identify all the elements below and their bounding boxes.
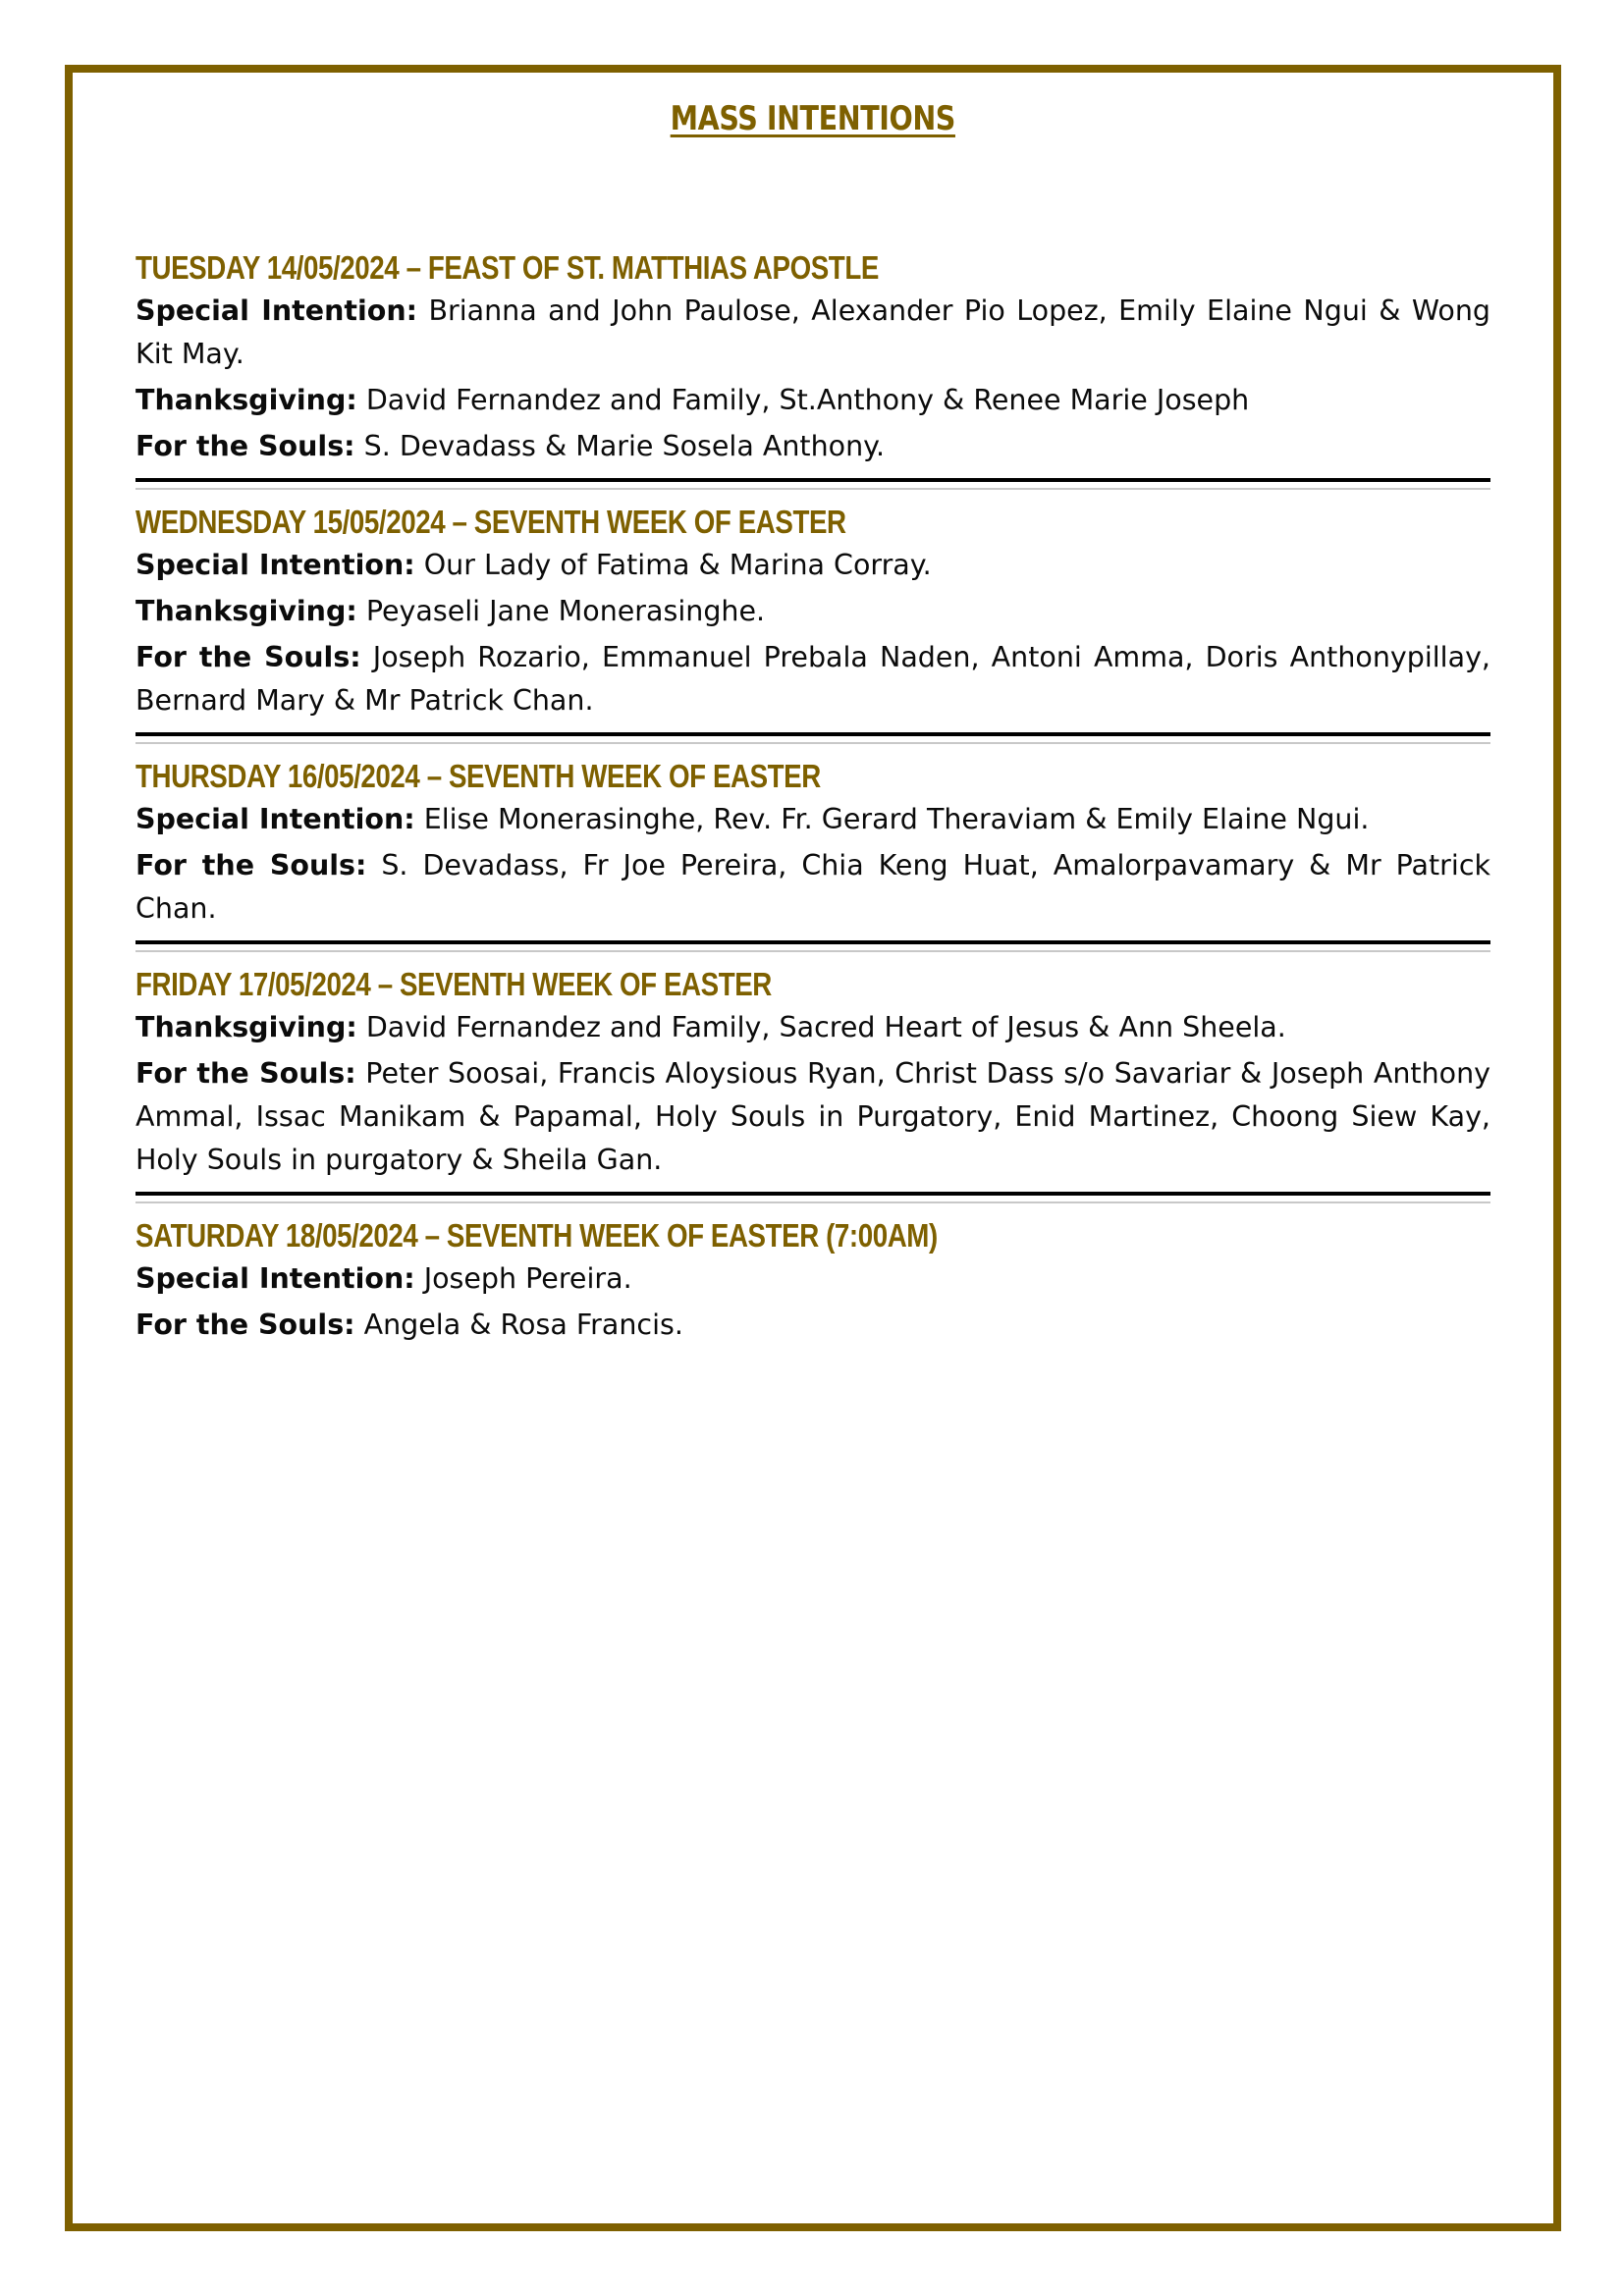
document-content [73, 73, 1553, 1347]
intention-label: For the Souls: [135, 430, 355, 462]
intention-entry [135, 798, 1490, 841]
intention-label: Special Intention: [135, 1262, 415, 1295]
intention-entry [135, 379, 1490, 422]
intention-text: S. Devadass, Fr Joe Pereira, Chia Keng Huat, Amalorpavamary & Mr Patrick Chan. [135, 849, 1490, 925]
mass-intention-section [135, 504, 1490, 722]
intention-label: Special Intention: [135, 549, 415, 581]
intention-entry [135, 544, 1490, 587]
intention-text: Joseph Pereira. [414, 1262, 632, 1295]
section-heading [135, 966, 1490, 1003]
section-divider [135, 940, 1490, 952]
intention-text: David Fernandez and Family, St.Anthony & Renee Marie Joseph [356, 384, 1250, 416]
intention-entry [135, 1304, 1490, 1347]
page-title-text: MASS INTENTIONS [670, 99, 956, 138]
intention-text: Angela & Rosa Francis. [354, 1308, 683, 1341]
intention-text: S. Devadass & Marie Sosela Anthony. [354, 430, 886, 462]
intention-label: For the Souls: [135, 1308, 355, 1341]
section-heading-text: FRIDAY 17/05/2024 – SEVENTH WEEK OF EASTER [135, 966, 772, 1002]
intention-label: Special Intention: [135, 294, 418, 327]
intention-entry [135, 590, 1490, 633]
mass-intention-section [135, 249, 1490, 468]
intention-entry [135, 636, 1490, 722]
mass-intention-section [135, 758, 1490, 931]
intention-text: David Fernandez and Family, Sacred Heart of Jesus & Ann Sheela. [356, 1011, 1286, 1043]
intention-text: Our Lady of Fatima & Marina Corray. [414, 549, 932, 581]
section-heading-text: TUESDAY 14/05/2024 – FEAST OF ST. MATTHIAS APOSTLE [135, 249, 879, 286]
section-divider [135, 732, 1490, 744]
section-heading-text: WEDNESDAY 15/05/2024 – SEVENTH WEEK OF EASTER [135, 504, 846, 540]
section-heading [135, 504, 1490, 541]
intention-entry [135, 844, 1490, 931]
intention-text: Joseph Rozario, Emmanuel Prebala Naden, Antoni Amma, Doris Anthonypillay, Bernard Mary & Mr Patrick Chan. [135, 641, 1490, 717]
intention-label: For the Souls: [135, 849, 367, 881]
intention-entry [135, 425, 1490, 468]
intention-text: Peyaseli Jane Monerasinghe. [356, 595, 766, 627]
mass-intention-section [135, 966, 1490, 1182]
intention-label: For the Souls: [135, 641, 361, 673]
section-heading-text: THURSDAY 16/05/2024 – SEVENTH WEEK OF EASTER [135, 758, 821, 794]
section-heading [135, 758, 1490, 795]
intention-label: Thanksgiving: [135, 595, 357, 627]
section-divider [135, 1192, 1490, 1203]
intention-text: Elise Monerasinghe, Rev. Fr. Gerard Theraviam & Emily Elaine Ngui. [414, 803, 1370, 835]
intention-label: For the Souls: [135, 1057, 356, 1090]
intention-text: Brianna and John Paulose, Alexander Pio Lopez, Emily Elaine Ngui & Wong Kit May. [135, 294, 1490, 370]
intention-label: Thanksgiving: [135, 1011, 357, 1043]
sections-container [135, 249, 1490, 1347]
intention-text: Peter Soosai, Francis Aloysious Ryan, Christ Dass s/o Savariar & Joseph Anthony Ammal, Issac Manikam & Papamal, Holy Souls in Purgatory, Enid Martinez, Choong Siew Kay, Holy Souls in purgatory & Sheila Gan. [135, 1057, 1490, 1176]
mass-intention-section [135, 1217, 1490, 1347]
section-heading [135, 249, 1490, 287]
intention-entry [135, 1052, 1490, 1182]
intention-label: Thanksgiving: [135, 384, 357, 416]
intention-entry [135, 1006, 1490, 1049]
intention-label: Special Intention: [135, 803, 415, 835]
page-title [135, 98, 1490, 139]
page-border-frame [65, 65, 1561, 2231]
section-divider [135, 478, 1490, 490]
section-heading [135, 1217, 1490, 1255]
intention-entry [135, 290, 1490, 376]
intention-entry [135, 1257, 1490, 1301]
section-heading-text: SATURDAY 18/05/2024 – SEVENTH WEEK OF EASTER (7:00AM) [135, 1217, 938, 1254]
